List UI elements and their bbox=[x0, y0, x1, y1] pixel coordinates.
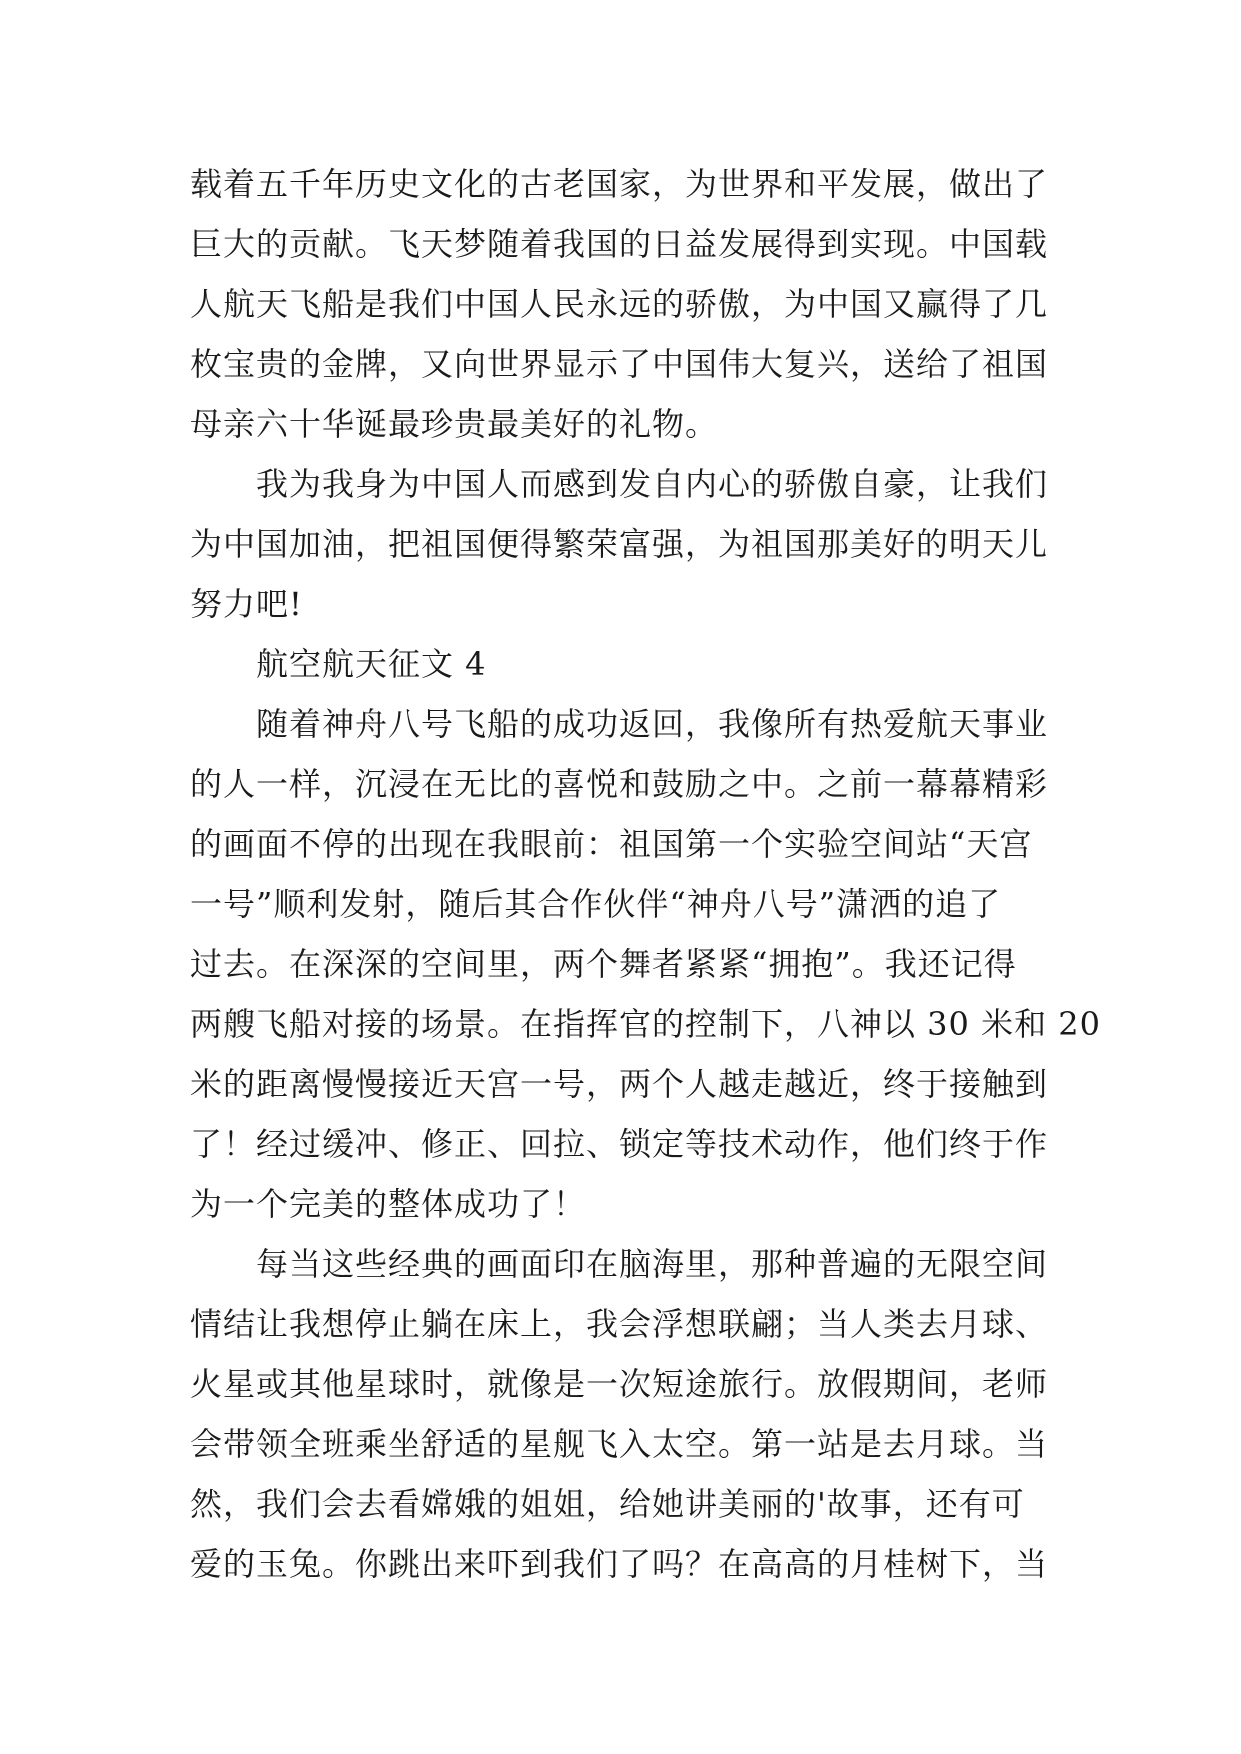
text-line: 枚宝贵的金牌，又向世界显示了中国伟大复兴，送给了祖国 bbox=[190, 345, 1049, 383]
text-line: 巨大的贡献。飞天梦随着我国的日益发展得到实现。中国载 bbox=[190, 225, 1049, 263]
text-line: 努力吧! bbox=[190, 585, 303, 623]
text-line: 人航天飞船是我们中国人民永远的骄傲，为中国又赢得了几 bbox=[190, 285, 1049, 323]
document-body bbox=[190, 154, 1101, 1594]
paragraph-start-line: 随着神舟八号飞船的成功返回，我像所有热爱航天事业 bbox=[256, 705, 1049, 743]
text-line: 火星或其他星球时，就像是一次短途旅行。放假期间，老师 bbox=[190, 1365, 1049, 1403]
text-line: 爱的玉兔。你跳出来吓到我们了吗？在高高的月桂树下，当 bbox=[190, 1545, 1049, 1583]
text-line: 母亲六十华诞最珍贵最美好的礼物。 bbox=[190, 405, 719, 443]
text-line: 的人一样，沉浸在无比的喜悦和鼓励之中。之前一幕幕精彩 bbox=[190, 765, 1049, 803]
text-line: 然，我们会去看嫦娥的姐姐，给她讲美丽的'故事，还有可 bbox=[190, 1485, 1025, 1523]
text-line: 载着五千年历史文化的古老国家，为世界和平发展，做出了 bbox=[190, 165, 1049, 203]
text-line: 会带领全班乘坐舒适的星舰飞入太空。第一站是去月球。当 bbox=[190, 1425, 1049, 1463]
section-heading: 航空航天征文 4 bbox=[256, 645, 487, 683]
text-line: 一号”顺利发射，随后其合作伙伴“神舟八号”潇洒的追了 bbox=[190, 885, 1002, 923]
text-line: 为中国加油，把祖国便得繁荣富强，为祖国那美好的明天儿 bbox=[190, 525, 1049, 563]
paragraph-start-line: 每当这些经典的画面印在脑海里，那种普遍的无限空间 bbox=[256, 1245, 1049, 1283]
text-line: 过去。在深深的空间里，两个舞者紧紧“拥抱”。我还记得 bbox=[190, 945, 1017, 983]
text-line: 为一个完美的整体成功了！ bbox=[190, 1185, 587, 1223]
text-line: 情结让我想停止躺在床上，我会浮想联翩；当人类去月球、 bbox=[190, 1305, 1049, 1343]
text-line: 了！经过缓冲、修正、回拉、锁定等技术动作，他们终于作 bbox=[190, 1125, 1049, 1163]
text-line: 两艘飞船对接的场景。在指挥官的控制下，八神以 30 米和 20 bbox=[190, 1005, 1101, 1043]
text-line: 的画面不停的出现在我眼前：祖国第一个实验空间站“天宫 bbox=[190, 825, 1033, 863]
text-line: 米的距离慢慢接近天宫一号，两个人越走越近，终于接触到 bbox=[190, 1065, 1049, 1103]
paragraph-start-line: 我为我身为中国人而感到发自内心的骄傲自豪，让我们 bbox=[256, 465, 1049, 503]
